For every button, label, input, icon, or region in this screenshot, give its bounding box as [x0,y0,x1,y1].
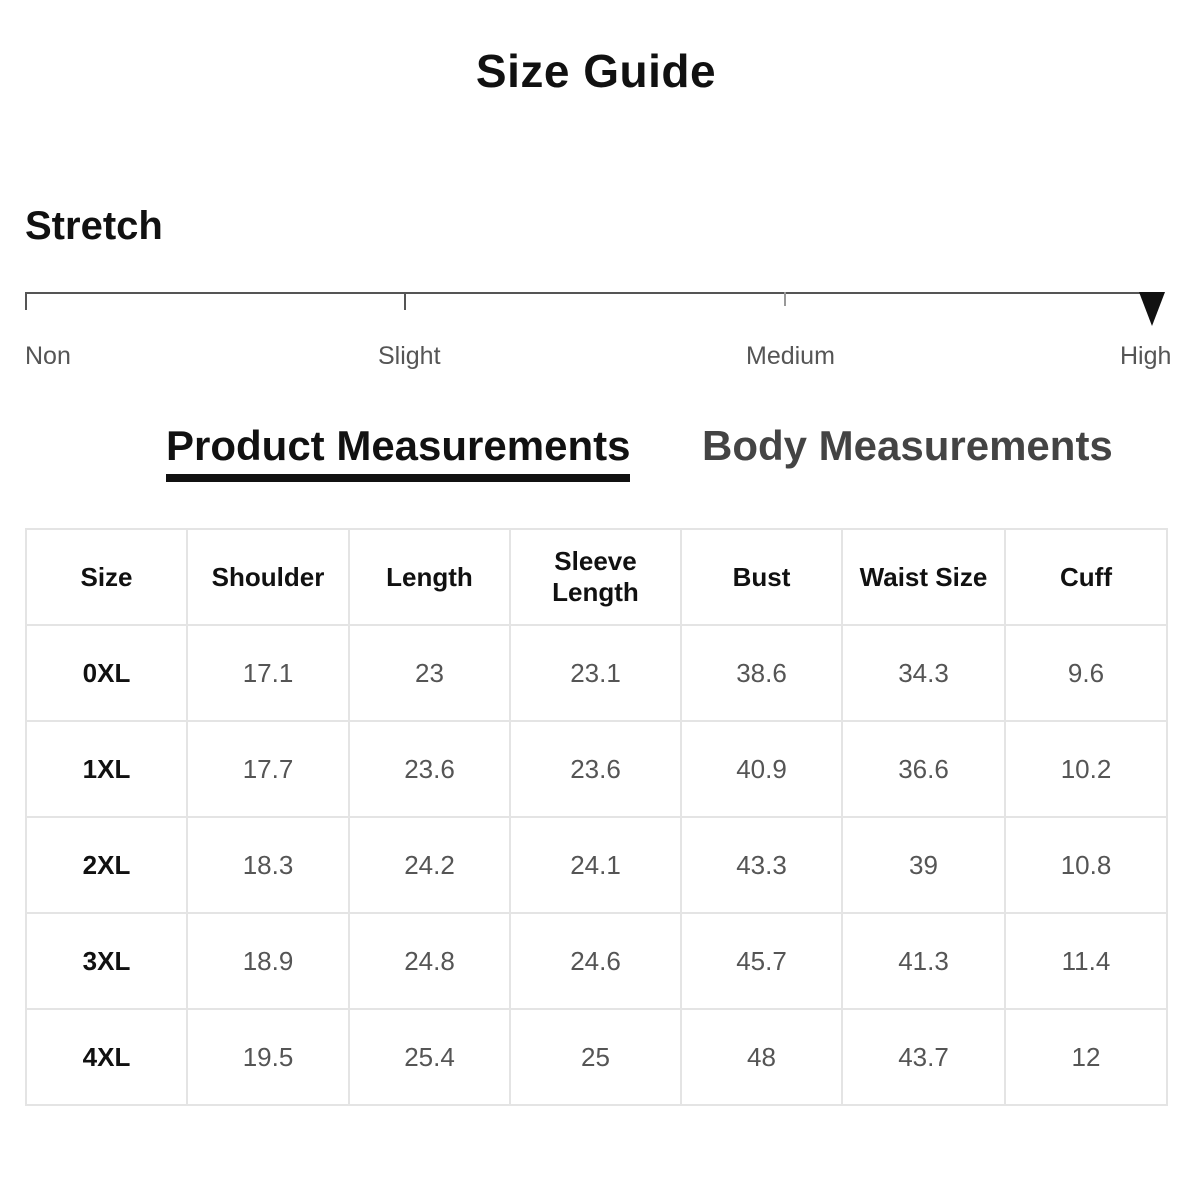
table-cell: 23.1 [510,625,681,721]
table-cell: 19.5 [187,1009,349,1105]
size-cell: 4XL [26,1009,187,1105]
table-cell: 24.1 [510,817,681,913]
table-cell: 18.3 [187,817,349,913]
table-header-row [26,529,1167,625]
column-header-cuff: Cuff [1005,529,1167,625]
table-cell: 24.8 [349,913,510,1009]
stretch-heading: Stretch [25,204,163,248]
table-row [26,1009,1167,1105]
table-cell: 24.6 [510,913,681,1009]
column-header-waist-size: Waist Size [842,529,1005,625]
column-header-bust: Bust [681,529,842,625]
stretch-tick-slight [404,292,406,310]
table-row [26,817,1167,913]
size-cell: 1XL [26,721,187,817]
table-cell: 12 [1005,1009,1167,1105]
stretch-label-medium: Medium [746,342,835,370]
table-cell: 25 [510,1009,681,1105]
table-cell: 10.8 [1005,817,1167,913]
size-cell: 0XL [26,625,187,721]
stretch-label-slight: Slight [378,342,441,370]
table-row [26,625,1167,721]
table-cell: 17.1 [187,625,349,721]
table-cell: 45.7 [681,913,842,1009]
table-cell: 34.3 [842,625,1005,721]
size-cell: 2XL [26,817,187,913]
table-cell: 40.9 [681,721,842,817]
table-cell: 10.2 [1005,721,1167,817]
page-title: Size Guide [475,45,717,97]
table-cell: 48 [681,1009,842,1105]
stretch-tick-medium [784,292,786,306]
column-header-length: Length [349,529,510,625]
table-cell: 18.9 [187,913,349,1009]
column-header-sleeve-length: Sleeve Length [510,529,681,625]
stretch-tick-non [25,292,27,310]
stretch-scale [25,290,1172,380]
table-row [26,721,1167,817]
table-cell: 11.4 [1005,913,1167,1009]
table-cell: 23.6 [349,721,510,817]
stretch-label-non: Non [25,342,71,370]
table-cell: 23.6 [510,721,681,817]
size-table [25,528,1168,1106]
table-cell: 38.6 [681,625,842,721]
table-cell: 25.4 [349,1009,510,1105]
tab-product-measurements[interactable]: Product Measurements [166,422,630,482]
table-cell: 23 [349,625,510,721]
stretch-label-high: High [1120,342,1172,370]
table-row [26,913,1167,1009]
table-cell: 9.6 [1005,625,1167,721]
table-cell: 39 [842,817,1005,913]
stretch-selected-marker-icon [1139,292,1165,326]
table-cell: 17.7 [187,721,349,817]
size-cell: 3XL [26,913,187,1009]
measurement-tabs [0,422,1200,492]
table-cell: 24.2 [349,817,510,913]
stretch-scale-line [25,292,1155,294]
table-cell: 43.7 [842,1009,1005,1105]
column-header-shoulder: Shoulder [187,529,349,625]
table-cell: 43.3 [681,817,842,913]
tab-body-measurements[interactable]: Body Measurements [702,422,1113,469]
column-header-size: Size [26,529,187,625]
table-cell: 41.3 [842,913,1005,1009]
table-cell: 36.6 [842,721,1005,817]
